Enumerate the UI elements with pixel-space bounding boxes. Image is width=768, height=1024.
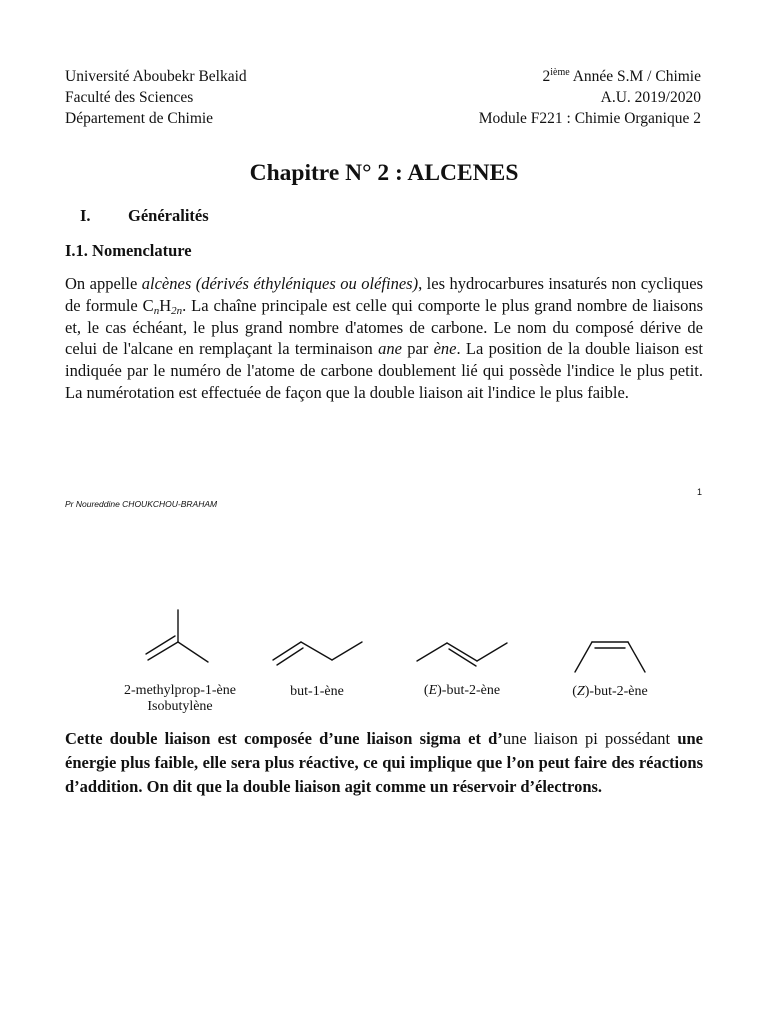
text-run: . La chaîne principale est celle qui comporte le plus grand nombre de liaisons et, le cas échéant, le plus grand nombre d'atomes de carbone. Le nom du composé dérive de celui de l'alcane en remplaçant la terminaison [65, 295, 704, 359]
year-superscript: ième [550, 67, 570, 78]
study-year [479, 66, 701, 87]
single-bond [301, 642, 332, 660]
subsection-heading-nomenclature: I.1. Nomenclature [65, 241, 192, 260]
double-bond-paragraph [65, 727, 703, 799]
nomenclature-paragraph [65, 273, 703, 404]
single-bond [575, 642, 592, 672]
italic-run: alcènes (dérivés éthyléniques ou oléfines) [141, 274, 419, 293]
isomer-letter: E [428, 683, 438, 698]
z-but-2-ene-label [550, 684, 670, 700]
isobutylene-label [110, 683, 250, 715]
double-bond [146, 636, 175, 654]
italic-run: ane [378, 339, 402, 359]
double-bond [273, 642, 301, 660]
faculty-name: Faculté des Sciences [65, 89, 194, 106]
but-1-ene-structure [268, 634, 368, 669]
header-institution [65, 66, 247, 129]
double-bond [277, 648, 303, 665]
label-part: )-but-2-ène [584, 684, 648, 699]
common-name: Isobutylène [147, 699, 213, 714]
formula-subscript: 2n [171, 304, 183, 317]
text-run: par [401, 339, 434, 359]
chapter-title: Chapitre N° 2 : ALCENES [249, 160, 519, 186]
module-name: Module F221 : Chimie Organique 2 [478, 110, 701, 127]
iupac-name: 2-methylprop-1-ène [124, 683, 236, 698]
footer-author: Pr Noureddine CHOUKCHOU-BRAHAM [65, 499, 218, 509]
text-run: . La position de la double liaison est indiquée par le numéro de l'atome de carbone doublement lié qui possède l'indice le plus petit. La numérotation est effectuée de façon que la double liaison ait l'indice le plus faible. [65, 339, 704, 402]
section-label: Généralités [128, 206, 209, 225]
double-bond [148, 642, 178, 660]
academic-year: A.U. 2019/2020 [600, 89, 701, 106]
bold-run: Cette double liaison est composée d’une liaison sigma et d’ [65, 729, 503, 748]
year-label: Année S.M / Chimie [569, 68, 701, 85]
isobutylene-structure [140, 605, 220, 670]
section-heading-generalites [80, 206, 209, 226]
text-run: , les hydrocarbures insaturés non cycliques de formule C [65, 274, 703, 315]
italic-run: ène [433, 339, 457, 359]
label-part: ( [423, 683, 429, 698]
z-but-2-ene-structure [568, 636, 653, 678]
department-name: Département de Chimie [65, 110, 214, 127]
double-bond [447, 643, 477, 661]
isomer-letter: Z [576, 684, 585, 699]
formula-subscript: n [153, 304, 160, 317]
bold-run: une énergie plus faible, elle sera plus réactive, ce qui implique que l’on peut faire des réactions d’addition. On dit que la double liaison agit comme un réservoir d’électrons. [65, 729, 703, 796]
text-run: H [159, 295, 172, 315]
section-number: I. [80, 206, 91, 225]
university-name: Université Aboubekr Belkaid [65, 68, 247, 85]
single-bond [477, 643, 507, 661]
methyl-bond [178, 642, 208, 662]
text-run: On appelle [65, 274, 142, 293]
single-bond [628, 642, 645, 672]
footer-page-number: 1 [697, 487, 703, 497]
text-run: une liaison pi possédant [502, 729, 678, 748]
label-part: )-but-2-ène [437, 683, 501, 698]
single-bond [417, 643, 447, 661]
header-course-info [479, 66, 701, 129]
year-number: 2 [542, 68, 551, 85]
e-but-2-ene-structure [412, 635, 512, 670]
single-bond [332, 642, 362, 660]
label-part: ( [572, 684, 577, 699]
but-1-ene-label: but-1-ène [290, 684, 344, 699]
e-but-2-ene-label [402, 683, 522, 699]
